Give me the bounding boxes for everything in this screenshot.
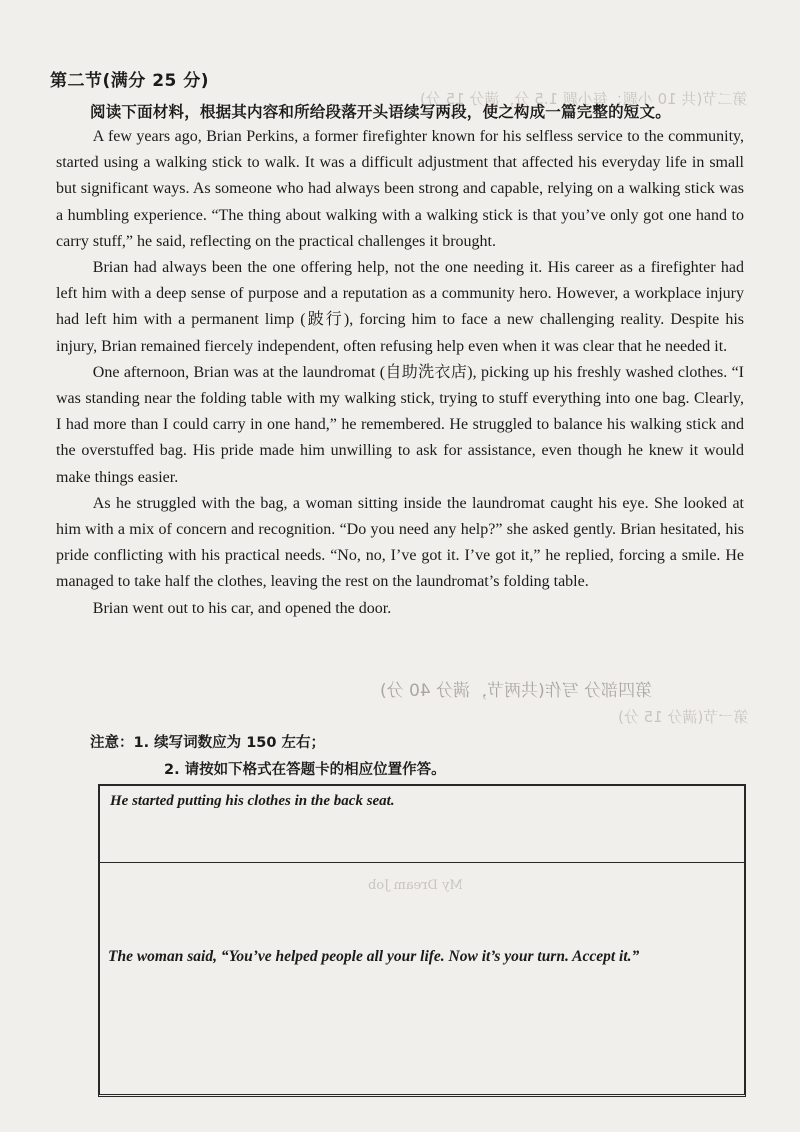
reading-passage	[56, 124, 744, 622]
bleed-through-essay-title: My Dream Job	[368, 878, 463, 893]
writing-notes	[90, 730, 446, 784]
answer-box-divider	[100, 862, 744, 863]
passage-paragraph-2: Brian had always been the one offering help, not the one needing it. His career as a firefighter had left him with a deep sense of purpose and a reputation as a community hero. However, a workplace injury had left him with a permanent limp (跛行), forcing him to face a new challenging reality. Despite his injury, Brian remained fiercely independent, often refusing help even when it was clear that he needed it.	[56, 259, 744, 355]
bleed-through-part4: 第四部分 写作(共两节，满分 40 分)	[380, 681, 653, 701]
passage-paragraph-4: As he struggled with the bag, a woman sitting inside the laundromat caught his eye. She looked at him with a mix of concern and recognition. “Do you need any help?” she asked gently. Brian hesitated, his pride conflicting with his practical needs. “No, no, I’ve got it. I’ve got it,” he replied, forcing a smile. He managed to take half the clothes, leaving the rest on the laundromat’s folding table.	[56, 494, 744, 591]
passage-paragraph-5: Brian went out to his car, and opened the door.	[92, 599, 392, 617]
section-title: 第二节(满分 25 分)	[50, 71, 210, 91]
note-answer-format: 2. 请按如下格式在答题卡的相应位置作答。	[164, 762, 446, 778]
bleed-through-header: 第二节(共 10 小题；每小题 1.5 分，满分 15 分)	[420, 90, 748, 108]
answer-box	[98, 784, 746, 1097]
passage-paragraph-3: One afternoon, Brian was at the laundromat (自助洗衣店), picking up his freshly washed clothes. “I was standing near the folding table with my walking stick, trying to stuff everything into one bag. Clearly, I had more than I could carry in one hand,” he remembered. He struggled to balance his walking stick and the overstuffed bag. His pride made him unwilling to ask for assistance, even though he knew it would make things easier.	[56, 363, 744, 486]
paragraph-opener-1: He started putting his clothes in the back seat.	[110, 793, 395, 809]
bleed-through-part4-sub: 第一节(满分 15 分)	[618, 708, 749, 726]
instruction: 阅读下面材料，根据其内容和所给段落开头语续写两段，使之构成一篇完整的短文。	[90, 103, 671, 121]
passage-paragraph-1: A few years ago, Brian Perkins, a former firefighter known for his selfless service to the community, started using a walking stick to walk. It was a difficult adjustment that affected his everyday life in small but significant ways. As someone who had always been strong and capable, relying on a walking stick was a humbling experience. “The thing about walking with a walking stick is that you’ve only got one hand to carry stuff,” he said, reflecting on the practical challenges it brought.	[56, 128, 744, 250]
paragraph-opener-2: The woman said, “You’ve helped people all your life. Now it’s your turn. Accept it.”	[108, 948, 640, 965]
note-word-count: 注意：1. 续写词数应为 150 左右；	[90, 735, 326, 751]
